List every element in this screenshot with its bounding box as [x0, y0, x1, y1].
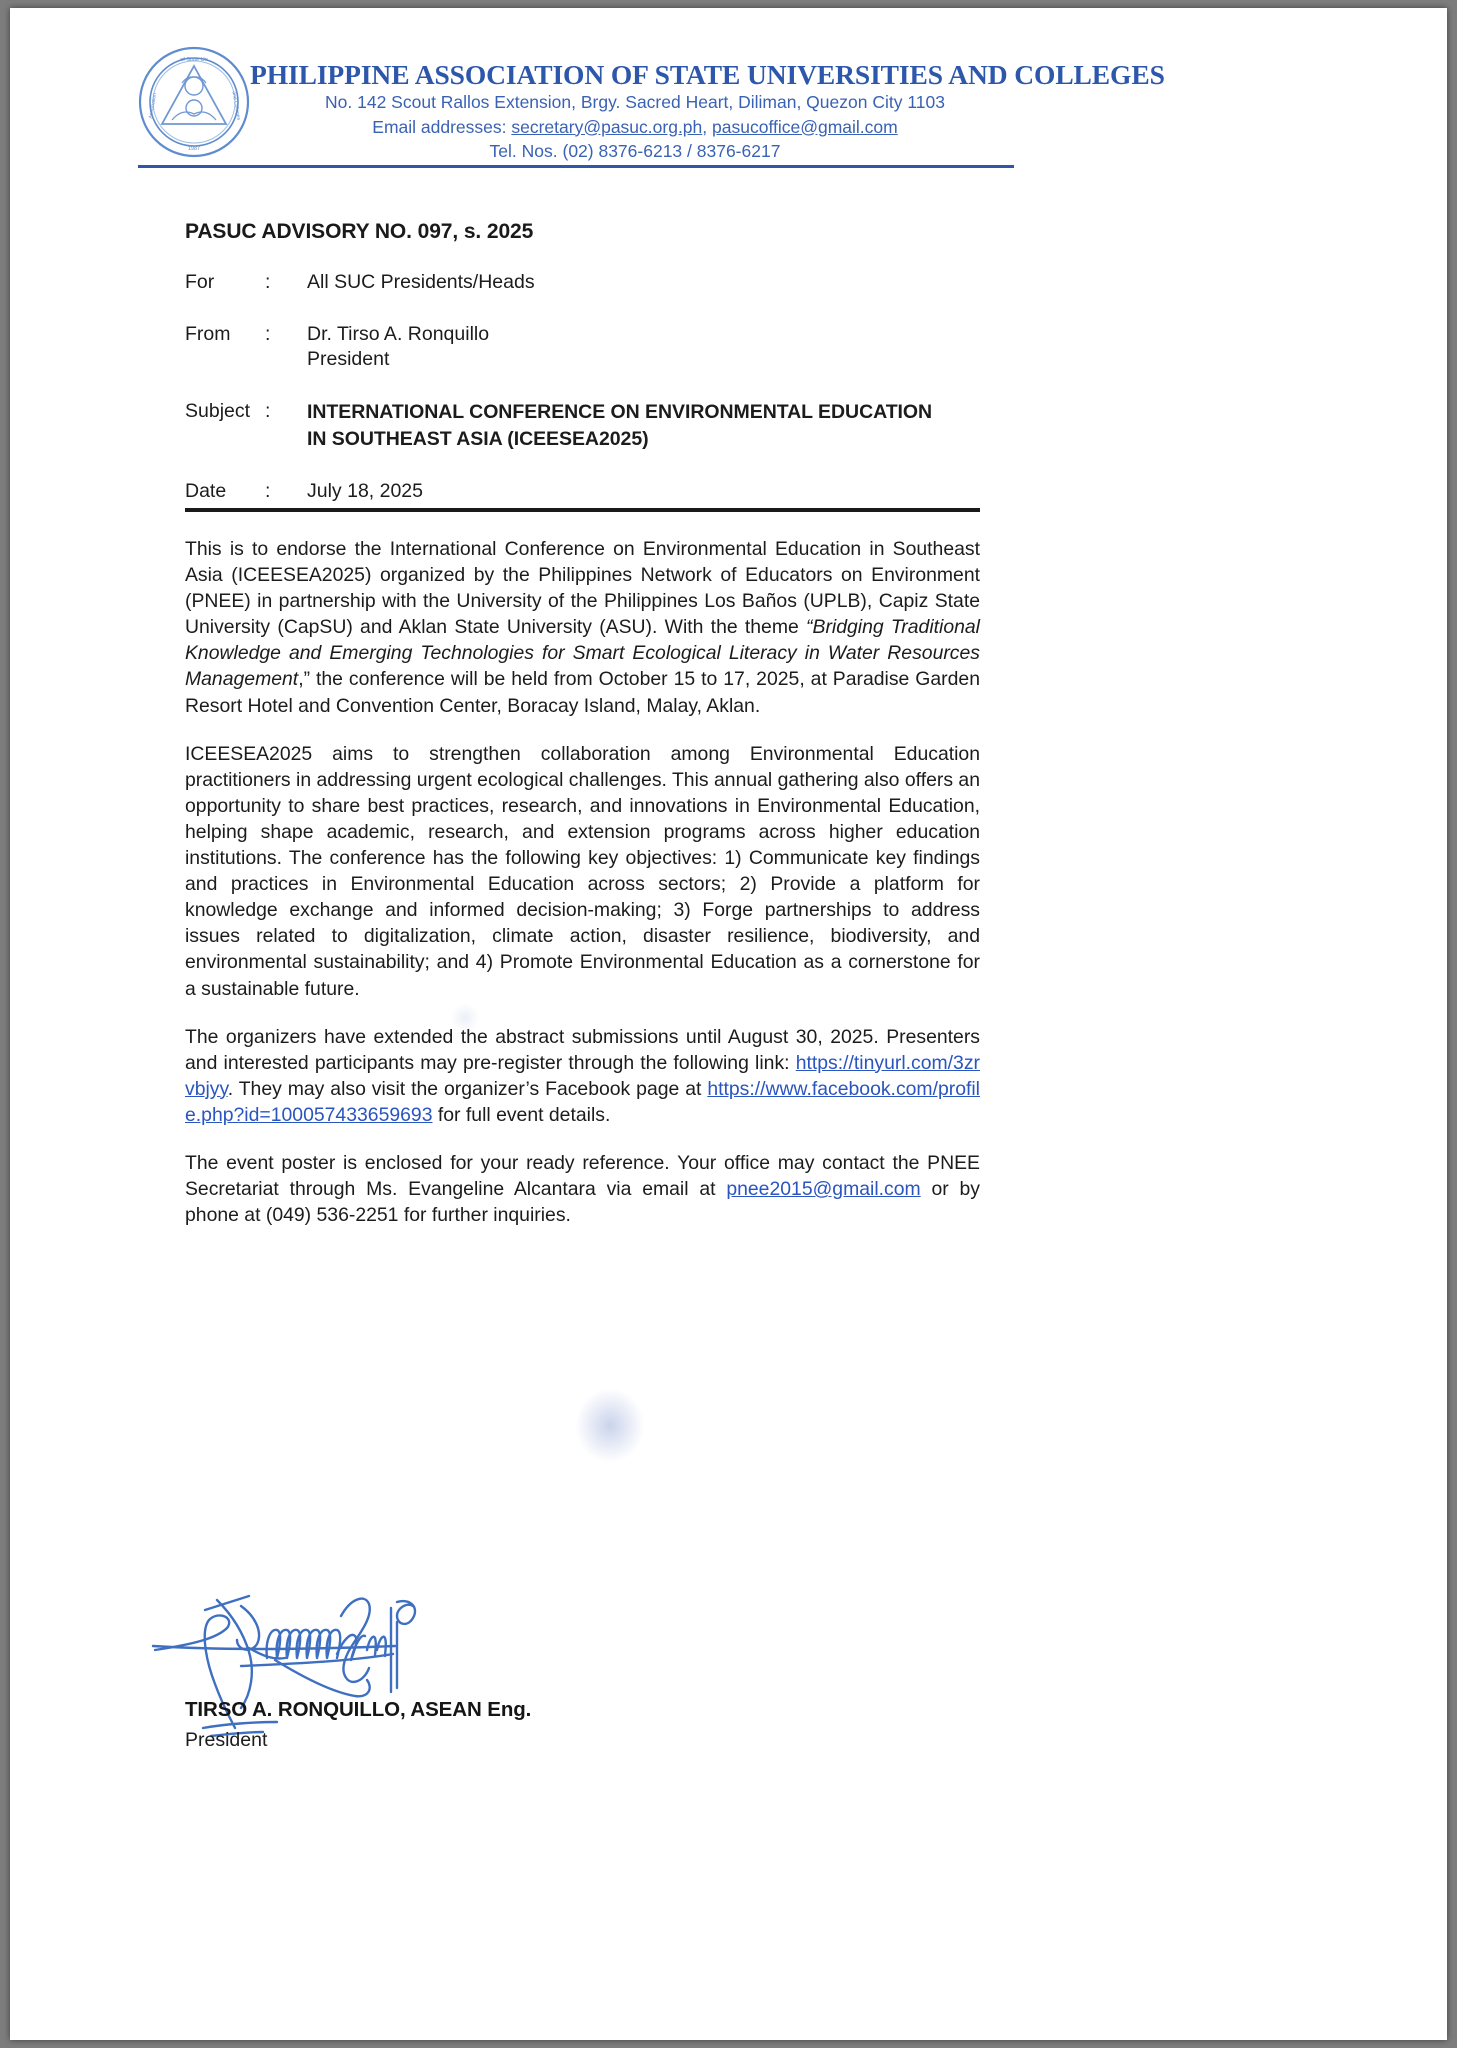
meta-value-subject-line2: IN SOUTHEAST ASIA (ICEESEA2025)	[307, 428, 649, 451]
email-link-pasucoffice[interactable]: pasucoffice@gmail.com	[712, 116, 898, 137]
pnee-email-link[interactable]: pnee2015@gmail.com	[726, 1178, 921, 1201]
p4-text-a: The event poster is enclosed for your ready reference. Your office may contact the PNEE Secretariat through Ms. Evangeline Alcantara via email at	[185, 1151, 980, 1201]
advisory-meta-block	[185, 270, 985, 531]
pasuc-seal-icon	[138, 46, 250, 158]
meta-value-from-title: President	[307, 348, 390, 371]
letterhead-divider	[138, 165, 1014, 168]
meta-colon-for: :	[265, 271, 271, 293]
meta-value-from	[307, 322, 985, 373]
meta-row-subject	[185, 399, 985, 453]
email-separator: ,	[702, 116, 713, 137]
meta-row-for	[185, 270, 985, 296]
svg-text:Association: Association	[147, 92, 159, 119]
advisory-number: PASUC ADVISORY NO. 097, s. 2025	[185, 220, 534, 243]
meta-label-from: From	[185, 322, 231, 345]
meta-value-subject-line1: INTERNATIONAL CONFERENCE ON ENVIRONMENTAL EDUCATION	[307, 401, 933, 424]
signatory-name: TIRSO A. RONQUILLO, ASEAN Eng.	[185, 1698, 532, 1721]
email-link-secretary[interactable]: secretary@pasuc.org.ph	[511, 116, 703, 137]
meta-label-subject: Subject	[185, 400, 251, 423]
meta-value-for: All SUC Presidents/Heads	[307, 271, 535, 293]
facebook-page-link[interactable]: https://www.facebook.com/profile.php?id=100057433659693	[185, 1077, 980, 1126]
p1-text-b: the conference will be held from October 15 to 17, 2025, at Paradise Garden Resort Hotel and Convention Center, Boracay Island, Malay, Aklan.	[185, 668, 980, 717]
organization-name: PHILIPPINE ASSOCIATION OF STATE UNIVERSITIES AND COLLEGES	[250, 59, 1165, 90]
signature-block	[185, 1598, 745, 1808]
organization-block	[250, 59, 1165, 164]
meta-row-from	[185, 322, 985, 373]
letterhead	[10, 8, 1447, 168]
meta-label-date: Date	[185, 480, 227, 503]
paragraph-endorsement	[185, 536, 980, 719]
document-page	[10, 8, 1447, 2040]
meta-colon-subject: :	[265, 400, 271, 423]
p4-text-b: or by phone at (049) 536-2251 for further inquiries.	[185, 1178, 980, 1227]
body-divider	[185, 508, 980, 512]
svg-text:and Colleges: and Colleges	[230, 90, 242, 121]
svg-text:of State Un: of State Un	[180, 57, 208, 63]
organization-emails	[250, 115, 1020, 140]
meta-row-date	[185, 479, 985, 505]
signatory-title: President	[185, 1729, 268, 1751]
scan-smudge	[575, 1388, 645, 1463]
p1-text-a: This is to endorse the International Conference on Environmental Education in Southeast Asia (ICEESEA2025) organized by the Philippines Network of Educators on Environment (PNEE) in partnership with the University of the Philippines Los Baños (UPLB), Capiz State University (CapSU) and Aklan State University (ASU). With the theme	[185, 538, 980, 639]
body-content	[185, 536, 980, 1250]
p1-theme-quote: “Bridging Traditional Knowledge and Emerging Technologies for Smart Ecological Literacy in Water Resources Management	[185, 616, 980, 691]
preregister-link[interactable]: https://tinyurl.com/3zrvbjyy	[185, 1051, 980, 1100]
meta-value-subject	[307, 399, 985, 453]
meta-value-from-name: Dr. Tirso A. Ronquillo	[307, 322, 490, 345]
meta-value-date: July 18, 2025	[307, 480, 424, 503]
p3-text-a: The organizers have extended the abstract submissions until August 30, 2025. Presenters and interested participants may pre-register through the following link:	[185, 1025, 980, 1074]
paragraph-objectives: ICEESEA2025 aims to strengthen collaboration among Environmental Education practitioners in addressing urgent ecological challenges. This annual gathering also offers an opportunity to share best practices, research, and innovations in Environmental Education, helping shape academic, research, and extension programs across higher education institutions. The conference has the following key objectives: 1) Communicate key findings and practices in Environmental Education across sectors; 2) Provide a platform for knowledge exchange and informed decision-making; 3) Forge partnerships to address issues related to digitalization, climate action, disaster resilience, biodiversity, and environmental sustainability; and 4) Promote Environmental Education as a cornerstone for a sustainable future.	[185, 742, 980, 1000]
organization-address: No. 142 Scout Rallos Extension, Brgy. Sacred Heart, Diliman, Quezon City 1103	[325, 91, 945, 112]
paragraph-contact	[185, 1150, 980, 1228]
p3-text-c: for full event details.	[432, 1103, 611, 1126]
paragraph-registration	[185, 1024, 980, 1128]
svg-text:1987: 1987	[187, 146, 201, 152]
email-label: Email addresses:	[372, 116, 512, 137]
p3-text-b: . They may also visit the organizer’s Facebook page at	[227, 1077, 708, 1100]
meta-colon-date: :	[265, 480, 271, 503]
p1-theme-quote-close: ,”	[298, 668, 311, 691]
meta-label-for: For	[185, 271, 215, 293]
meta-colon-from: :	[265, 322, 271, 345]
organization-telephone: Tel. Nos. (02) 8376-6213 / 8376-6217	[489, 141, 781, 162]
